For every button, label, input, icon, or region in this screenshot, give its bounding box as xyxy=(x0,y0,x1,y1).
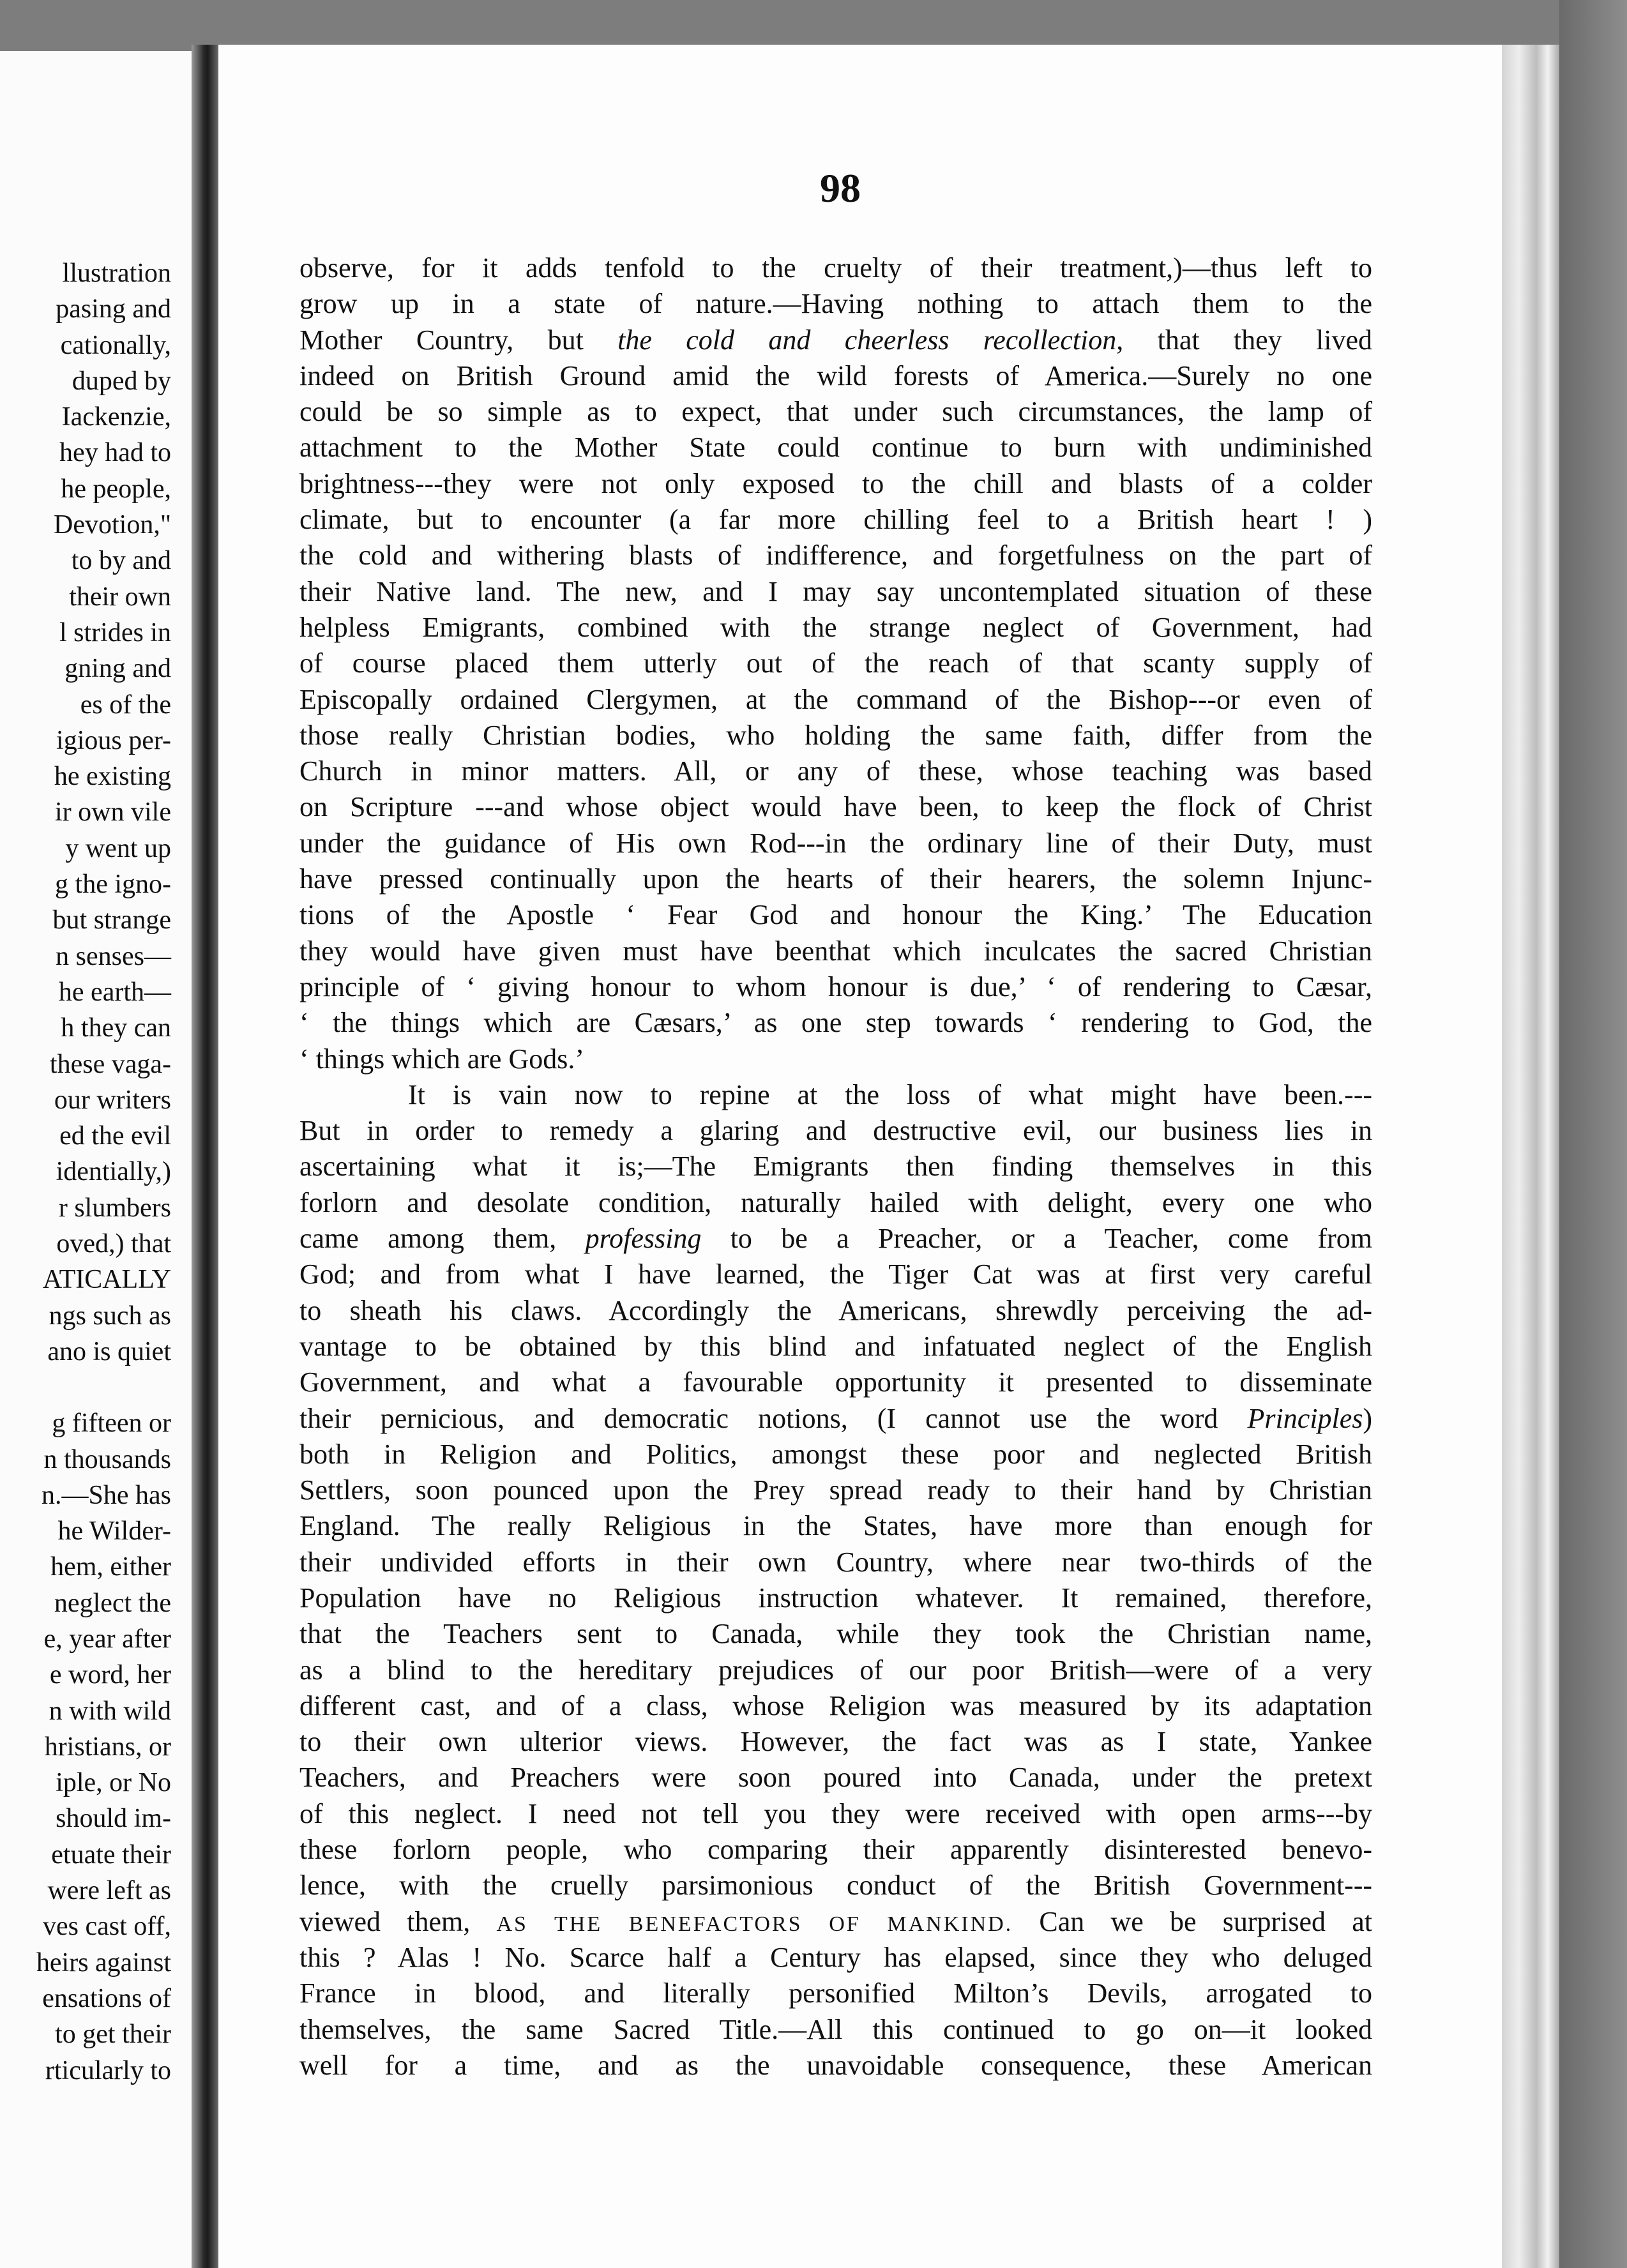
text-line: England. The really Religious in the States, have more than enough for xyxy=(299,1510,1372,1542)
facing-page-line: these vaga- xyxy=(49,1049,171,1079)
facing-page-line: y went up xyxy=(65,833,171,863)
text-line: their Native land. The new, and I may say uncontemplated situation of these xyxy=(299,575,1372,607)
text-line: their undivided efforts in their own Country, where near two-thirds of the xyxy=(299,1546,1372,1578)
text-line: ‘ things which are Gods.’ xyxy=(299,1043,585,1075)
text-line: they would have given must have beenthat which inculcates the sacred Christian xyxy=(299,935,1372,967)
facing-page-line: etuate their xyxy=(51,1840,171,1870)
text-line: those really Christian bodies, who holding the same faith, differ from the xyxy=(299,719,1372,751)
text-line: that the Teachers sent to Canada, while they took the Christian name, xyxy=(299,1618,1372,1650)
facing-page-line: heirs against xyxy=(36,1947,171,1977)
facing-page-line: he Wilder- xyxy=(57,1516,171,1546)
text-line: climate, but to encounter (a far more chilling feel to a British heart ! ) xyxy=(299,504,1372,536)
facing-page-line: g the igno- xyxy=(55,870,171,900)
facing-page-line: to by and xyxy=(71,546,171,576)
facing-page-left xyxy=(0,51,192,2268)
text-line: these forlorn people, who comparing their apparently disinterested benevo- xyxy=(299,1834,1372,1866)
facing-page-line: hristians, or xyxy=(44,1732,171,1762)
facing-page-line: rticularly to xyxy=(45,2055,171,2085)
text-line: both in Religion and Politics, amongst these poor and neglected British xyxy=(299,1438,1372,1470)
text-line: Teachers, and Preachers were soon poured into Canada, under the pretext xyxy=(299,1762,1372,1794)
text-line: as a blind to the hereditary prejudices of our poor British—were of a very xyxy=(299,1654,1372,1686)
facing-page-line: ngs such as xyxy=(49,1301,171,1331)
text-line: God; and from what I have learned, the Tiger Cat was at first very careful xyxy=(299,1259,1372,1290)
text-line: on Scripture ---and whose object would have been, to keep the flock of Christ xyxy=(299,791,1372,823)
facing-page-line: hey had to xyxy=(59,438,171,468)
text-line: of course placed them utterly out of the reach of that scanty supply of xyxy=(299,647,1372,679)
facing-page-line: ano is quiet xyxy=(47,1336,171,1366)
facing-page-line: e, year after xyxy=(43,1624,171,1654)
facing-page-line: but strange xyxy=(52,905,171,935)
text-line: lence, with the cruelly parsimonious conduct of the British Government--- xyxy=(299,1870,1372,1901)
text-line: attachment to the Mother State could continue to burn with undiminished xyxy=(299,432,1372,464)
body-text xyxy=(299,250,1372,2083)
facing-page-line: pasing and xyxy=(56,294,171,324)
text-line: of this neglect. I need not tell you they were received with open arms---by xyxy=(299,1797,1372,1829)
text-line: ascertaining what it is;—The Emigrants then finding themselves in this xyxy=(299,1151,1372,1183)
facing-page-line: neglect the xyxy=(54,1588,171,1618)
background-shadow xyxy=(1559,0,1627,2268)
text-line: the cold and withering blasts of indifference, and forgetfulness on the part of xyxy=(299,540,1372,571)
facing-page-line: ATICALLY xyxy=(42,1265,171,1295)
facing-page-line: n senses— xyxy=(56,941,171,971)
facing-page-line: should im- xyxy=(56,1804,171,1834)
text-line: came among them, professing to be a Preacher, or a Teacher, come from xyxy=(299,1223,1372,1255)
facing-page-line: their own xyxy=(69,582,171,612)
text-line: under the guidance of His own Rod---in the ordinary line of their Duty, must xyxy=(299,827,1372,859)
text-line: But in order to remedy a glaring and destructive evil, our business lies in xyxy=(299,1115,1372,1147)
text-line: observe, for it adds tenfold to the cruelty of their treatment,)—thus left to xyxy=(299,252,1372,284)
text-line: tions of the Apostle ‘ Fear God and honour the King.’ The Education xyxy=(299,899,1372,931)
text-line: Episcopally ordained Clergymen, at the command of the Bishop---or even of xyxy=(299,683,1372,715)
facing-page-line: e word, her xyxy=(49,1660,171,1690)
facing-page-line: Iackenzie, xyxy=(61,402,171,432)
facing-page-line: Devotion," xyxy=(54,510,171,540)
text-line: ‘ the things which are Cæsars,’ as one step towards ‘ rendering to God, the xyxy=(299,1007,1372,1039)
text-line: vantage to be obtained by this blind and infatuated neglect of the English xyxy=(299,1330,1372,1362)
page-number: 98 xyxy=(820,165,861,211)
text-line: to their own ulterior views. However, the fact was as I state, Yankee xyxy=(299,1726,1372,1758)
text-line: Population have no Religious instruction whatever. It remained, therefore, xyxy=(299,1582,1372,1614)
facing-page-line xyxy=(0,1370,171,1405)
facing-page-line: igious per- xyxy=(56,725,171,755)
text-line: principle of ‘ giving honour to whom honour is due,’ ‘ of rendering to Cæsar, xyxy=(299,971,1372,1002)
facing-page-line: h they can xyxy=(61,1013,171,1043)
text-line: forlorn and desolate condition, naturally hailed with delight, every one who xyxy=(299,1186,1372,1218)
text-line: themselves, the same Sacred Title.—All this continued to go on—it looked xyxy=(299,2013,1372,2045)
text-line: Government, and what a favourable opportunity it presented to disseminate xyxy=(299,1366,1372,1398)
text-line: Settlers, soon pounced upon the Prey spread ready to their hand by Christian xyxy=(299,1474,1372,1506)
text-line: have pressed continually upon the hearts of their hearers, the solemn Injunc- xyxy=(299,863,1372,895)
text-line: France in blood, and literally personified Milton’s Devils, arrogated to xyxy=(299,1977,1372,2009)
text-line: well for a time, and as the unavoidable consequence, these American xyxy=(299,2049,1372,2081)
facing-page-line: l strides in xyxy=(59,617,171,647)
text-line: viewed them, AS THE BENEFACTORS OF MANKIND. Can we be surprised at xyxy=(299,1905,1372,1937)
facing-page-line: iple, or No xyxy=(56,1768,171,1798)
text-line: Church in minor matters. All, or any of these, whose teaching was based xyxy=(299,755,1372,787)
text-line: could be so simple as to expect, that under such circumstances, the lamp of xyxy=(299,396,1372,428)
facing-page-line: he people, xyxy=(61,474,171,504)
facing-page-line: n.—She has xyxy=(42,1480,171,1510)
text-line: brightness---they were not only exposed to the chill and blasts of a colder xyxy=(299,467,1372,499)
facing-page-line: n with wild xyxy=(49,1696,171,1726)
facing-page-line: ir own vile xyxy=(55,798,171,828)
facing-page-line: hem, either xyxy=(50,1552,171,1582)
facing-page-line: n thousands xyxy=(43,1444,171,1474)
facing-page-line: oved,) that xyxy=(56,1229,171,1259)
facing-page-line: he earth— xyxy=(58,977,171,1007)
facing-page-line: identially,) xyxy=(56,1157,171,1187)
page-edge-stack xyxy=(1502,45,1559,2268)
text-line: Mother Country, but the cold and cheerless recollection, that they lived xyxy=(299,324,1372,356)
text-line: It is vain now to repine at the loss of what might have been.--- xyxy=(408,1078,1372,1110)
facing-page-line: ves cast off, xyxy=(43,1912,171,1942)
facing-page-line: gning and xyxy=(64,654,171,684)
text-line: different cast, and of a class, whose Religion was measured by its adaptation xyxy=(299,1690,1372,1721)
book-gutter xyxy=(192,45,218,2268)
facing-page-line: to get their xyxy=(55,2020,171,2050)
facing-page-text-fragments xyxy=(0,255,171,2089)
facing-page-line: cationally, xyxy=(60,330,171,360)
text-line: this ? Alas ! No. Scarce half a Century has elapsed, since they who deluged xyxy=(299,1941,1372,1973)
facing-page-line: ensations of xyxy=(42,1983,171,2013)
facing-page-line: r slumbers xyxy=(58,1193,171,1223)
facing-page-line: our writers xyxy=(54,1085,171,1115)
facing-page-line: duped by xyxy=(72,366,171,396)
facing-page-line: ed the evil xyxy=(59,1121,171,1151)
facing-page-line: he existing xyxy=(54,762,171,792)
facing-page-line: were left as xyxy=(47,1876,171,1906)
text-line: grow up in a state of nature.—Having nothing to attach them to the xyxy=(299,288,1372,320)
text-line: indeed on British Ground amid the wild forests of America.—Surely no one xyxy=(299,359,1372,391)
facing-page-line: g fifteen or xyxy=(52,1409,171,1439)
facing-page-line: llustration xyxy=(62,259,171,288)
facing-page-line: es of the xyxy=(80,690,171,720)
text-line: to sheath his claws. Accordingly the Americans, shrewdly perceiving the ad- xyxy=(299,1294,1372,1326)
text-line: their pernicious, and democratic notions, (I cannot use the word Principles) xyxy=(299,1402,1372,1434)
text-line: helpless Emigrants, combined with the strange neglect of Government, had xyxy=(299,611,1372,643)
